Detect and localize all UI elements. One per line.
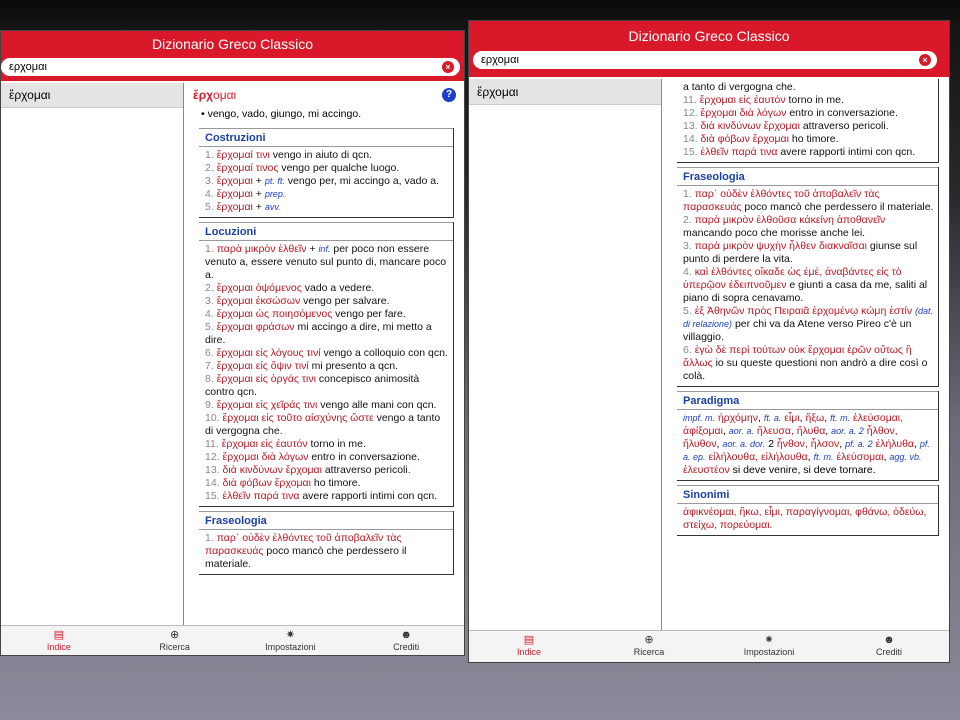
gear-icon: ✷ (285, 629, 295, 641)
greek-phrase: διὰ κινδύνων ἔρχομαι (700, 120, 800, 132)
list-item (205, 295, 449, 308)
item-number: 11. (683, 94, 697, 106)
item-number: 14. (205, 477, 220, 489)
list-item (205, 243, 449, 282)
headword-row (185, 83, 464, 104)
gear-icon: ✷ (764, 634, 774, 646)
translation: avere rapporti intimi con qcn. (777, 146, 916, 158)
item-number: 1. (205, 243, 214, 255)
list-item (683, 188, 934, 214)
grammar-abbr: inf. (318, 244, 331, 254)
tab-label: Indice (516, 647, 542, 657)
translation: mancando poco che morisse anche lei. (683, 227, 866, 239)
translation: poco mancò che perdessero il materiale. (205, 545, 407, 570)
headword-part: ομαι (213, 88, 237, 102)
grammar-abbr: pt. ft. (264, 176, 285, 186)
search-value: ερχομαι (481, 54, 519, 66)
grammar-abbr: pf. a. 2 (845, 439, 873, 449)
greek-phrase: ἔρχομαι εἰς τοῦτο αἰσχύνης ὥστε (222, 412, 374, 424)
translation: vengo a tanto di vergogna che. (205, 412, 441, 437)
main-meaning: • vengo, vado, giungo, mi accingo. (201, 108, 362, 120)
item-number: 8. (205, 373, 214, 385)
item-number: 14. (683, 133, 698, 145)
greek-form: ἥξω (805, 412, 825, 424)
translation: vengo per, mi accingo a, vado a. (284, 175, 439, 187)
greek-phrase: ἔρχομαι ὡς ποιησόμενος (216, 308, 333, 320)
plus-sign: + (252, 175, 265, 187)
grammar-abbr: agg. vb. (889, 452, 922, 462)
translation: concepisco animosità contro qcn. (205, 373, 420, 398)
index-sidebar (1, 83, 184, 625)
translation: e giunti a casa da me, saliti al piano di sopra cenavamo. (683, 279, 928, 304)
grammar-abbr: ft. a. (763, 413, 782, 423)
grammar-abbr: pf. a. ep. (683, 439, 930, 462)
item-number: 12. (205, 451, 220, 463)
greek-phrase: ἐλθεῖν παρά τινα (222, 490, 300, 502)
greek-form: εἰλήλουθα, εἰλήλουθα (708, 451, 808, 463)
section-title: Fraseologia (677, 167, 938, 186)
grammar-abbr: ft. m. (830, 413, 851, 423)
list-item (683, 81, 934, 94)
translation: attraverso pericoli. (799, 120, 889, 132)
item-number: 3. (205, 295, 214, 307)
entry-content[interactable] (185, 83, 464, 625)
translation: entro in conversazione. (786, 107, 898, 119)
list-item (683, 120, 934, 133)
translation: a tanto di vergogna che. (683, 81, 796, 93)
list-item (683, 107, 934, 120)
greek-phrase: ἔρχομαι εἰς ἑαυτόν (699, 94, 786, 106)
greek-phrase: ἔρχομαι εἰς λόγους τινί (216, 347, 321, 359)
translation: attraverso pericoli. (321, 464, 411, 476)
item-number: 5. (205, 321, 214, 333)
section-locuzioni-continued (677, 79, 939, 163)
search-value: ερχομαι (9, 61, 47, 73)
greek-form: ἐλεύσομαι, ἀφίξομαι (683, 412, 904, 437)
greek-phrase: ἔρχομαι εἰς ὀργάς τινι (216, 373, 316, 385)
translation: vengo per salvare. (300, 295, 390, 307)
list-item (683, 266, 934, 305)
list-item (205, 451, 449, 464)
list-item (683, 133, 934, 146)
list-item (205, 149, 449, 162)
entry-content[interactable] (663, 79, 949, 630)
item-number: 11. (205, 438, 219, 450)
tab-crediti[interactable] (829, 631, 949, 662)
list-item (205, 477, 449, 490)
greek-phrase: ἐγὼ δὲ περὶ τούτων οὐκ ἔρχομαι ἐρῶν οὕτως ἢ ἄλλως (683, 344, 912, 369)
section-locuzioni (199, 222, 454, 507)
greek-phrase: διὰ κινδύνων ἔρχομαι (222, 464, 322, 476)
list-item (683, 94, 934, 107)
greek-phrase: παρὰ μικρὸν ψυχὴν ἦλθεν διακναῖσαι (694, 240, 867, 252)
item-number: 4. (205, 308, 214, 320)
tab-label: Impostazioni (743, 647, 795, 657)
tab-indice[interactable] (1, 626, 117, 655)
greek-form: ἐλευστέον (683, 464, 730, 476)
translation: io su queste questioni non andrò a dire così o colà. (683, 357, 928, 382)
greek-phrase: διὰ φόβων ἔρχομαι (222, 477, 311, 489)
tab-indice[interactable] (469, 631, 589, 662)
grammar-abbr: (dat. di relazione) (683, 306, 934, 329)
greek-form: ἤλευσα, ἤλυθα (756, 425, 826, 437)
greek-phrase: παρ᾽ οὐδὲν ἐλθόντες τοῦ ἀποβαλεῖν τὰς παρασκευάς (683, 188, 880, 213)
translation: poco mancò che perdessero il materiale. (741, 201, 934, 213)
people-icon: ☻ (400, 629, 412, 641)
item-number: 13. (683, 120, 698, 132)
item-number: 10. (205, 412, 220, 424)
item-number: 2. (683, 214, 692, 226)
list-item (205, 282, 449, 295)
app-title: Dizionario Greco Classico (151, 36, 314, 52)
item-number: 4. (683, 266, 692, 278)
item-number: 7. (205, 360, 214, 372)
section-title: Costruzioni (199, 128, 453, 147)
list-item (205, 175, 449, 188)
item-number: 6. (205, 347, 214, 359)
greek-phrase: παρὰ μικρὸν ἐλθεῖν (216, 243, 307, 255)
translation: per poco non essere venuto a, essere venuto sul punto di, mancare poco a. (205, 243, 447, 281)
greek-form: ἦνθον, ἦλσον (776, 438, 840, 450)
section-costruzioni (199, 128, 454, 218)
sidebar-item-label: ἔρχομαι (477, 85, 519, 99)
sidebar-item-erchomai[interactable] (1, 83, 183, 108)
tab-ricerca[interactable] (589, 631, 709, 662)
plus-sign: + (252, 201, 265, 213)
section-title: Sinonimi (677, 485, 938, 504)
section-paradigma (677, 391, 939, 481)
number-tag: 2 (765, 438, 777, 450)
people-icon: ☻ (883, 634, 895, 646)
grammar-abbr: impf. m. (683, 413, 716, 423)
section-title: Paradigma (677, 391, 938, 410)
translation: vengo in aiuto di qcn. (269, 149, 372, 161)
translation: avere rapporti intimi con qcn. (299, 490, 438, 502)
item-number: 12. (683, 107, 698, 119)
greek-form: ἐλεύσομαι (836, 451, 884, 463)
translation: mi accingo a dire, mi metto a dire. (205, 321, 432, 346)
item-number: 1. (205, 532, 214, 544)
headword-part: ἔρχ (193, 88, 214, 102)
tab-label: Crediti (875, 647, 902, 657)
list-item (205, 438, 449, 451)
paradigm-text: impf. m. ἠρχόμην, ft. a. εἶμι, ἥξω, ft. m. ἐλεύσομαι, ἀφίξομαι, aor. a. ἤλευσα, ἤλυθα, aor. a. 2 ἦλθον, ἤλυθον, aor. a. dor. 2 ἦνθον, ἦλσον, pf. a. 2 ἐλήλυθα, pf. a. ep. εἰλήλουθα, εἰλήλουθα, ft. m. ἐλεύσομαι, agg. vb. ἐλευστέον si deve venire, si deve tornare. (683, 412, 930, 476)
plus-sign: + (306, 243, 319, 255)
greek-phrase: καὶ ἐλθόντες οἴκαδε ὡς ἐμέ, ἀναβάντες εἰς τὸ ὑπερῷον ἐδειπνοῦμεν (683, 266, 902, 291)
translation: torno in me. (785, 94, 844, 106)
greek-phrase: ἔρχομαι διὰ λόγων (222, 451, 309, 463)
list-item (205, 412, 449, 438)
section-title: Locuzioni (199, 222, 453, 241)
index-sidebar (469, 79, 662, 630)
tab-label: Ricerca (159, 642, 190, 652)
greek-phrase: παρ᾽ οὐδὲν ἐλθόντες τοῦ ἀποβαλεῖν τὰς παρασκευάς (205, 532, 402, 557)
tab-impostazioni[interactable] (233, 626, 349, 655)
grammar-abbr: prep. (264, 189, 286, 199)
clear-icon[interactable]: × (442, 61, 454, 73)
translation: per chi va da Atene verso Pireo c'è un villaggio. (683, 318, 912, 343)
tab-crediti[interactable] (348, 626, 464, 655)
grammar-abbr: aor. a. dor. (722, 439, 766, 449)
list-item (683, 344, 934, 383)
item-number: 15. (683, 146, 698, 158)
greek-phrase: ἔρχομαι ἐκσώσων (216, 295, 301, 307)
section-fraseologia (199, 511, 454, 575)
search-input[interactable] (1, 58, 460, 76)
list-item (205, 308, 449, 321)
tab-label: Crediti (393, 642, 420, 652)
translation: mi presento a qcn. (308, 360, 398, 372)
list-item (683, 305, 934, 344)
greek-phrase: ἔρχομαι εἰς χεῖράς τινι (216, 399, 318, 411)
list-item (205, 321, 449, 347)
tab-ricerca[interactable] (117, 626, 233, 655)
greek-phrase: παρὰ μικρὸν ἐλθοῦσα κἀκείνη ἀποθανεῖν (694, 214, 886, 226)
translation: ho timore. (788, 133, 839, 145)
greek-phrase: ἔρχομαι φράσων (216, 321, 295, 333)
item-number: 9. (205, 399, 214, 411)
list-item (683, 146, 934, 159)
list-item (205, 201, 449, 214)
greek-phrase: ἐλθεῖν παρά τινα (700, 146, 778, 158)
list-item (205, 360, 449, 373)
tab-label: Indice (46, 642, 71, 652)
grammar-abbr: ft. m. (813, 452, 834, 462)
item-number: 2. (205, 162, 214, 174)
greek-phrase: ἔρχομαι εἰς ἑαυτόν (221, 438, 308, 450)
greek-form: ἠρχόμην (717, 412, 758, 424)
greek-form: ἦλθον, ἤλυθον (683, 425, 898, 450)
index-icon: ▤ (53, 629, 65, 641)
list-item (205, 162, 449, 175)
search-icon: ⊕ (170, 629, 180, 641)
item-number: 2. (205, 282, 214, 294)
headword (193, 88, 236, 102)
item-number: 13. (205, 464, 220, 476)
greek-phrase: ἔρχομαί τινος (216, 162, 279, 174)
sidebar-item-label: ἔρχομαι (9, 88, 51, 102)
help-icon[interactable]: ? (442, 88, 456, 102)
tab-bar (469, 630, 949, 662)
list-item (205, 464, 449, 477)
translation: entro in conversazione. (308, 451, 420, 463)
greek-phrase: ἔρχομαι εἰς ὄψιν τινί (216, 360, 309, 372)
app-title: Dizionario Greco Classico (628, 28, 790, 44)
list-item (205, 347, 449, 360)
translation: torno in me. (307, 438, 366, 450)
list-item (683, 240, 934, 266)
item-number: 3. (205, 175, 214, 187)
app-screen-left (0, 30, 465, 656)
item-number: 5. (683, 305, 692, 317)
item-number: 5. (205, 201, 214, 213)
item-number: 6. (683, 344, 692, 356)
sidebar-item-erchomai[interactable] (469, 79, 661, 105)
list-item (683, 214, 934, 240)
translation: vengo alle mani con qcn. (317, 399, 437, 411)
item-number: 4. (205, 188, 214, 200)
search-icon: ⊕ (644, 634, 654, 646)
greek-phrase: ἔρχομαι ὀψόμενος (216, 282, 302, 294)
list-item (205, 373, 449, 399)
list-item (205, 490, 449, 503)
greek-phrase: διὰ φόβων ἔρχομαι (700, 133, 789, 145)
section-sinonimi (677, 485, 939, 536)
translation: ho timore. (310, 477, 361, 489)
section-title: Fraseologia (199, 511, 453, 530)
tab-label: Impostazioni (265, 642, 316, 652)
tab-label: Ricerca (633, 647, 665, 657)
greek-phrase: ἔρχομαί τινι (216, 149, 270, 161)
greek-phrase: ἔρχομαι (216, 188, 253, 200)
app-screen-right (468, 20, 950, 663)
list-item (205, 399, 449, 412)
item-number: 1. (205, 149, 214, 161)
greek-phrase: ἔρχομαι διὰ λόγων (700, 107, 787, 119)
grammar-abbr: aor. a. (728, 426, 754, 436)
synonyms-text: ἀφικνέομαι, ἥκω, εἶμι, παραγίγνομαι, φθάνω, ὁδεύω, στείχω, πορεύομαι. (683, 506, 927, 531)
tab-impostazioni[interactable] (709, 631, 829, 662)
translation: vado a vedere. (301, 282, 375, 294)
tab-bar (1, 625, 464, 655)
plus-sign: + (252, 188, 265, 200)
greek-form: εἶμι (784, 412, 800, 424)
greek-phrase: ἔρχομαι (216, 201, 253, 213)
grammar-abbr: aor. a. 2 (831, 426, 864, 436)
translation: giunse sul punto di perdere la vita. (683, 240, 918, 265)
index-icon: ▤ (523, 634, 535, 646)
greek-form: ἐλήλυθα (875, 438, 914, 450)
translation: vengo a colloquio con qcn. (320, 347, 448, 359)
list-item (205, 188, 449, 201)
list-item (205, 532, 449, 571)
clear-icon[interactable]: × (919, 54, 931, 66)
item-number: 1. (683, 188, 692, 200)
grammar-abbr: avv. (264, 202, 281, 212)
translation: vengo per qualche luogo. (278, 162, 400, 174)
translation: vengo per fare. (332, 308, 406, 320)
search-input[interactable] (473, 51, 937, 69)
section-fraseologia (677, 167, 939, 387)
greek-phrase: ἐξ Ἀθηνῶν πρὸς Πειραιᾶ ἐρχομένῳ κώμη ἐστίν (694, 305, 913, 317)
greek-phrase: ἔρχομαι (216, 175, 253, 187)
item-number: 3. (683, 240, 692, 252)
translation: si deve venire, si deve tornare. (729, 464, 876, 476)
item-number: 15. (205, 490, 220, 502)
